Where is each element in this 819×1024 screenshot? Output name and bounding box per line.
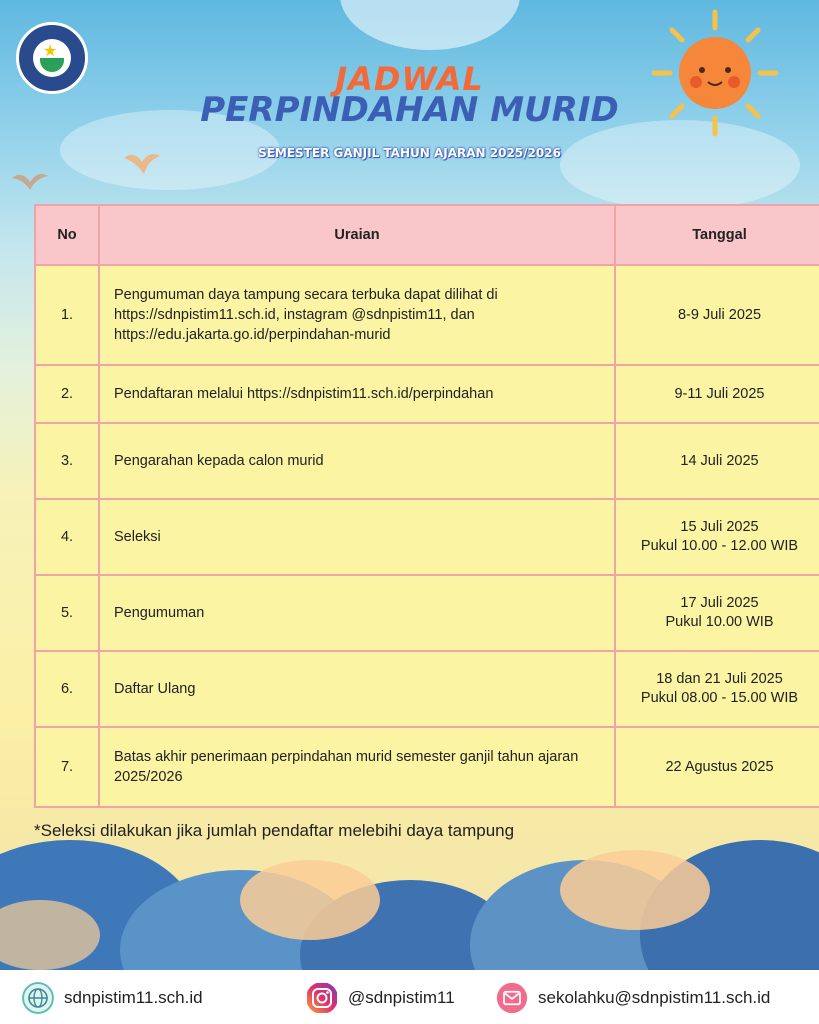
- row-no: 5.: [35, 575, 99, 651]
- row-desc: Pengarahan kepada calon murid: [99, 423, 615, 499]
- row-no: 2.: [35, 365, 99, 423]
- row-desc: Batas akhir penerimaan perpindahan murid semester ganjil tahun ajaran 2025/2026: [99, 727, 615, 807]
- table-row: [35, 499, 819, 575]
- row-date-line2: Pukul 08.00 - 15.00 WIB: [640, 690, 799, 706]
- row-date: [615, 423, 819, 499]
- title-line1: JADWAL: [335, 60, 484, 98]
- row-date-line2: Pukul 10.00 - 12.00 WIB: [640, 538, 799, 554]
- row-desc: Seleksi: [99, 499, 615, 575]
- header-date: Tanggal: [615, 205, 819, 265]
- footer-instagram[interactable]: [306, 983, 455, 1013]
- row-date: [615, 575, 819, 651]
- table-row: [35, 651, 819, 727]
- row-desc: Pengumuman: [99, 575, 615, 651]
- row-no: 6.: [35, 651, 99, 727]
- bird-icon: [10, 168, 50, 196]
- mail-icon: [496, 982, 528, 1014]
- email-text[interactable]: sekolahku@sdnpistim11.sch.id: [538, 988, 771, 1007]
- subtitle: SEMESTER GANJIL TAHUN AJARAN 2025/2026: [258, 146, 561, 160]
- row-date: [615, 651, 819, 727]
- row-desc: Daftar Ulang: [99, 651, 615, 727]
- row-no: 4.: [35, 499, 99, 575]
- row-date-line1: 22 Agustus 2025: [665, 758, 774, 775]
- star-icon: ★: [43, 43, 58, 60]
- footer: [0, 970, 819, 1024]
- table-row: [35, 365, 819, 423]
- table-header-row: [35, 205, 819, 265]
- globe-icon: [22, 982, 54, 1014]
- row-date: [615, 499, 819, 575]
- schedule-table: [34, 204, 819, 808]
- instagram-text[interactable]: @sdnpistim11: [348, 988, 455, 1007]
- cloud-top: [340, 0, 520, 50]
- row-no: 3.: [35, 423, 99, 499]
- row-date-line1: 14 Juli 2025: [680, 452, 759, 469]
- cloud-bottom: [560, 850, 710, 930]
- row-no: 7.: [35, 727, 99, 807]
- row-date-line1: 15 Juli 2025: [680, 519, 759, 535]
- row-date-line2: Pukul 10.00 WIB: [665, 614, 774, 630]
- footer-email[interactable]: [496, 983, 770, 1013]
- header-desc: Uraian: [99, 205, 615, 265]
- row-desc: Pendaftaran melalui https://sdnpistim11.sch.id/perpindahan: [99, 365, 615, 423]
- table-row: [35, 423, 819, 499]
- row-date-line1: 9-11 Juli 2025: [674, 385, 765, 402]
- row-date: [615, 265, 819, 365]
- row-no: 1.: [35, 265, 99, 365]
- table-row: [35, 727, 819, 807]
- footer-website[interactable]: [22, 983, 203, 1013]
- header-no: No: [35, 205, 99, 265]
- row-desc: Pengumuman daya tampung secara terbuka dapat dilihat di https://sdnpistim11.sch.id, instagram @sdnpistim11, dan https://edu.jakarta.go.id/perpindahan-murid: [99, 265, 615, 365]
- website-text[interactable]: sdnpistim11.sch.id: [64, 988, 203, 1007]
- cloud-bottom: [240, 860, 380, 940]
- row-date: [615, 365, 819, 423]
- row-date: [615, 727, 819, 807]
- footnote: *Seleksi dilakukan jika jumlah pendaftar melebihi daya tampung: [34, 821, 515, 840]
- row-date-line1: 17 Juli 2025: [680, 595, 759, 611]
- title-line2: PERPINDAHAN MURID: [200, 90, 619, 130]
- table-row: [35, 575, 819, 651]
- table-row: [35, 265, 819, 365]
- instagram-icon: [306, 982, 338, 1014]
- row-date-line1: 8-9 Juli 2025: [677, 306, 762, 323]
- row-date-line1: 18 dan 21 Juli 2025: [656, 671, 783, 687]
